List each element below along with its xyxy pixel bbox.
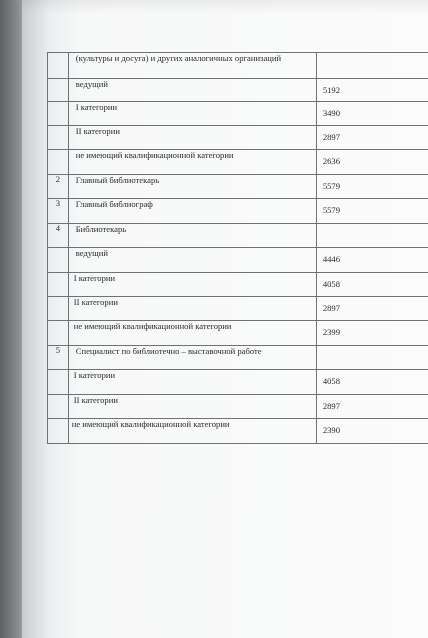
table-row	[48, 395, 428, 419]
salary-cell	[316, 79, 428, 102]
row-number: 5	[48, 346, 69, 370]
row-number	[48, 419, 69, 444]
position-name	[68, 199, 316, 224]
salary-table-body	[48, 53, 428, 444]
position-name-text: I категории	[73, 273, 116, 283]
salary-value: 4446	[322, 254, 340, 264]
position-name-text: Библиотекарь	[75, 224, 127, 234]
row-number	[48, 79, 69, 102]
position-name-text: не имеющий квалификационной категории	[73, 321, 232, 331]
table-row	[48, 346, 428, 370]
salary-cell	[316, 297, 428, 321]
position-name	[68, 395, 316, 419]
position-name-text: II категории	[73, 395, 118, 405]
salary-cell	[316, 102, 428, 126]
salary-cell	[316, 395, 428, 419]
document-page	[22, 0, 428, 638]
salary-value: 2399	[322, 327, 340, 337]
position-name-text: ведущий	[75, 79, 108, 89]
position-name	[68, 321, 316, 346]
position-name-text: Главный библиограф	[75, 199, 153, 209]
table-row	[48, 370, 428, 395]
row-number: 3	[48, 199, 69, 224]
position-name	[68, 419, 316, 444]
table-row	[48, 199, 428, 224]
position-name	[68, 346, 316, 370]
salary-value: 2636	[322, 156, 340, 166]
salary-cell	[316, 370, 428, 395]
salary-value: 2897	[322, 303, 340, 313]
position-name	[68, 53, 316, 79]
position-name-text: не имеющий квалификационной категории	[71, 419, 230, 429]
salary-value: 2897	[322, 401, 340, 411]
salary-value: 4058	[322, 279, 340, 289]
table-row	[48, 224, 428, 248]
position-name	[68, 248, 316, 273]
row-number: 4	[48, 224, 69, 248]
position-name	[68, 126, 316, 150]
salary-cell	[316, 150, 428, 175]
table-row	[48, 321, 428, 346]
salary-cell	[316, 53, 428, 79]
position-name-text: I категории	[75, 102, 118, 112]
table-row	[48, 79, 428, 102]
position-name-text: I категории	[73, 370, 116, 380]
table-row	[48, 419, 428, 444]
table-row	[48, 248, 428, 273]
page-shadow	[22, 0, 428, 14]
salary-cell	[316, 321, 428, 346]
row-number	[48, 126, 69, 150]
salary-value: 4058	[322, 376, 340, 386]
row-number: 2	[48, 175, 69, 199]
position-name	[68, 273, 316, 297]
salary-value: 2390	[322, 425, 340, 435]
salary-value: 3490	[322, 108, 340, 118]
salary-cell	[316, 419, 428, 444]
salary-cell	[316, 199, 428, 224]
row-number	[48, 102, 69, 126]
salary-table	[47, 52, 428, 444]
position-name	[68, 297, 316, 321]
position-name-text: II категории	[75, 126, 120, 136]
salary-cell	[316, 224, 428, 248]
table-row	[48, 175, 428, 199]
table-row	[48, 53, 428, 79]
salary-value: 5579	[322, 181, 340, 191]
row-number	[48, 395, 69, 419]
salary-cell	[316, 175, 428, 199]
position-name	[68, 102, 316, 126]
row-number	[48, 248, 69, 273]
position-name-text: Специалист по библиотечно – выставочной работе	[75, 346, 262, 356]
table-row	[48, 273, 428, 297]
row-number	[48, 297, 69, 321]
row-number	[48, 321, 69, 346]
row-number	[48, 273, 69, 297]
position-name-text: (культуры и досуга) и других аналогичных организаций	[75, 53, 282, 63]
salary-cell	[316, 346, 428, 370]
table-row	[48, 102, 428, 126]
position-name	[68, 79, 316, 102]
position-name-text: не имеющий квалификационной категории	[75, 150, 234, 160]
table-row	[48, 297, 428, 321]
position-name	[68, 224, 316, 248]
position-name-text: II категории	[73, 297, 118, 307]
position-name-text: Главный библиотекарь	[75, 175, 160, 185]
position-name	[68, 150, 316, 175]
salary-value: 5579	[322, 205, 340, 215]
row-number	[48, 150, 69, 175]
position-name	[68, 370, 316, 395]
table-row	[48, 126, 428, 150]
position-name	[68, 175, 316, 199]
table-row	[48, 150, 428, 175]
salary-cell	[316, 248, 428, 273]
position-name-text: ведущий	[75, 248, 108, 258]
row-number	[48, 53, 69, 79]
salary-value: 2897	[322, 132, 340, 142]
salary-value: 5192	[322, 85, 340, 95]
row-number	[48, 370, 69, 395]
salary-cell	[316, 273, 428, 297]
salary-cell	[316, 126, 428, 150]
